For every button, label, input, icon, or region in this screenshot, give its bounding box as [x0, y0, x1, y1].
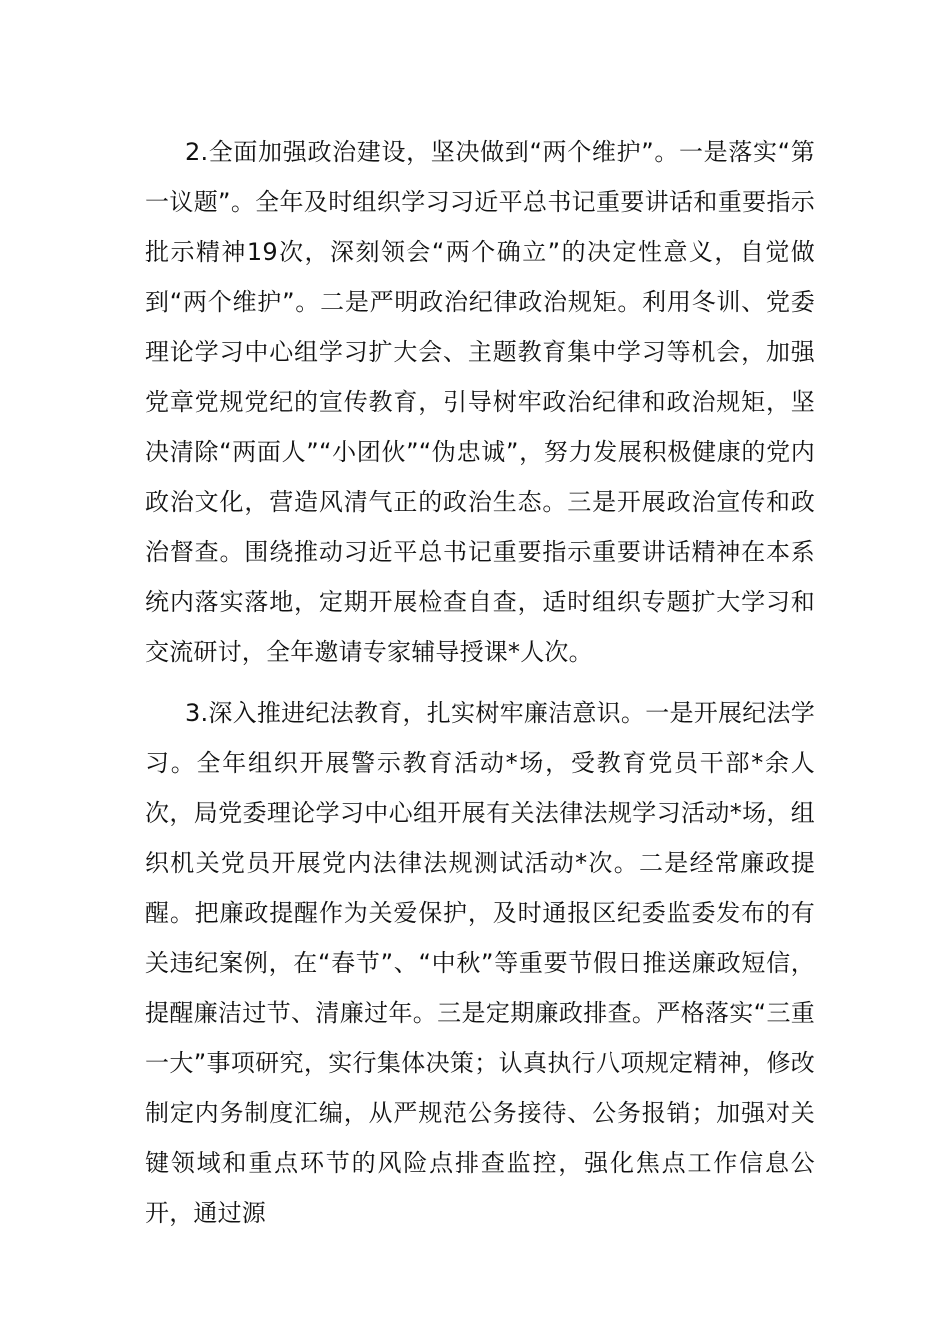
paragraph-discipline-education: 3.深入推进纪法教育，扎实树牢廉洁意识。一是开展纪法学习。全年组织开展警示教育活动*场，受教育党员干部*余人次，局党委理论学习中心组开展有关法律法规学习活动*场，组织机关党员开展党内法律法规测试活动*次。二是经常廉政提醒。把廉政提醒作为关爱保护，及时通报区纪委监委发布的有关违纪案例，在“春节”、“中秋”等重要节假日推送廉政短信，提醒廉洁过节、清廉过年。三是定期廉政排查。严格落实“三重一大”事项研究，实行集体决策；认真执行八项规定精神，修改制定内务制度汇编，从严规范公务接待、公务报销；加强对关键领域和重点环节的风险点排查监控，强化焦点工作信息公开，通过源 [145, 699, 815, 1227]
paragraph-political-construction: 2.全面加强政治建设，坚决做到“两个维护”。一是落实“第一议题”。全年及时组织学习习近平总书记重要讲话和重要指示批示精神19次，深刻领会“两个确立”的决定性意义，自觉做到“两个维护”。二是严明政治纪律政治规矩。利用冬训、党委理论学习中心组学习扩大会、主题教育集中学习等机会，加强党章党规党纪的宣传教育，引导树牢政治纪律和政治规矩，坚决清除“两面人”“小团伙”“伪忠诚”，努力发展积极健康的党内政治文化，营造风清气正的政治生态。三是开展政治宣传和政治督查。围绕推动习近平总书记重要指示重要讲话精神在本系统内落实落地，定期开展检查自查，适时组织专题扩大学习和交流研讨，全年邀请专家辅导授课*人次。 [145, 138, 815, 666]
